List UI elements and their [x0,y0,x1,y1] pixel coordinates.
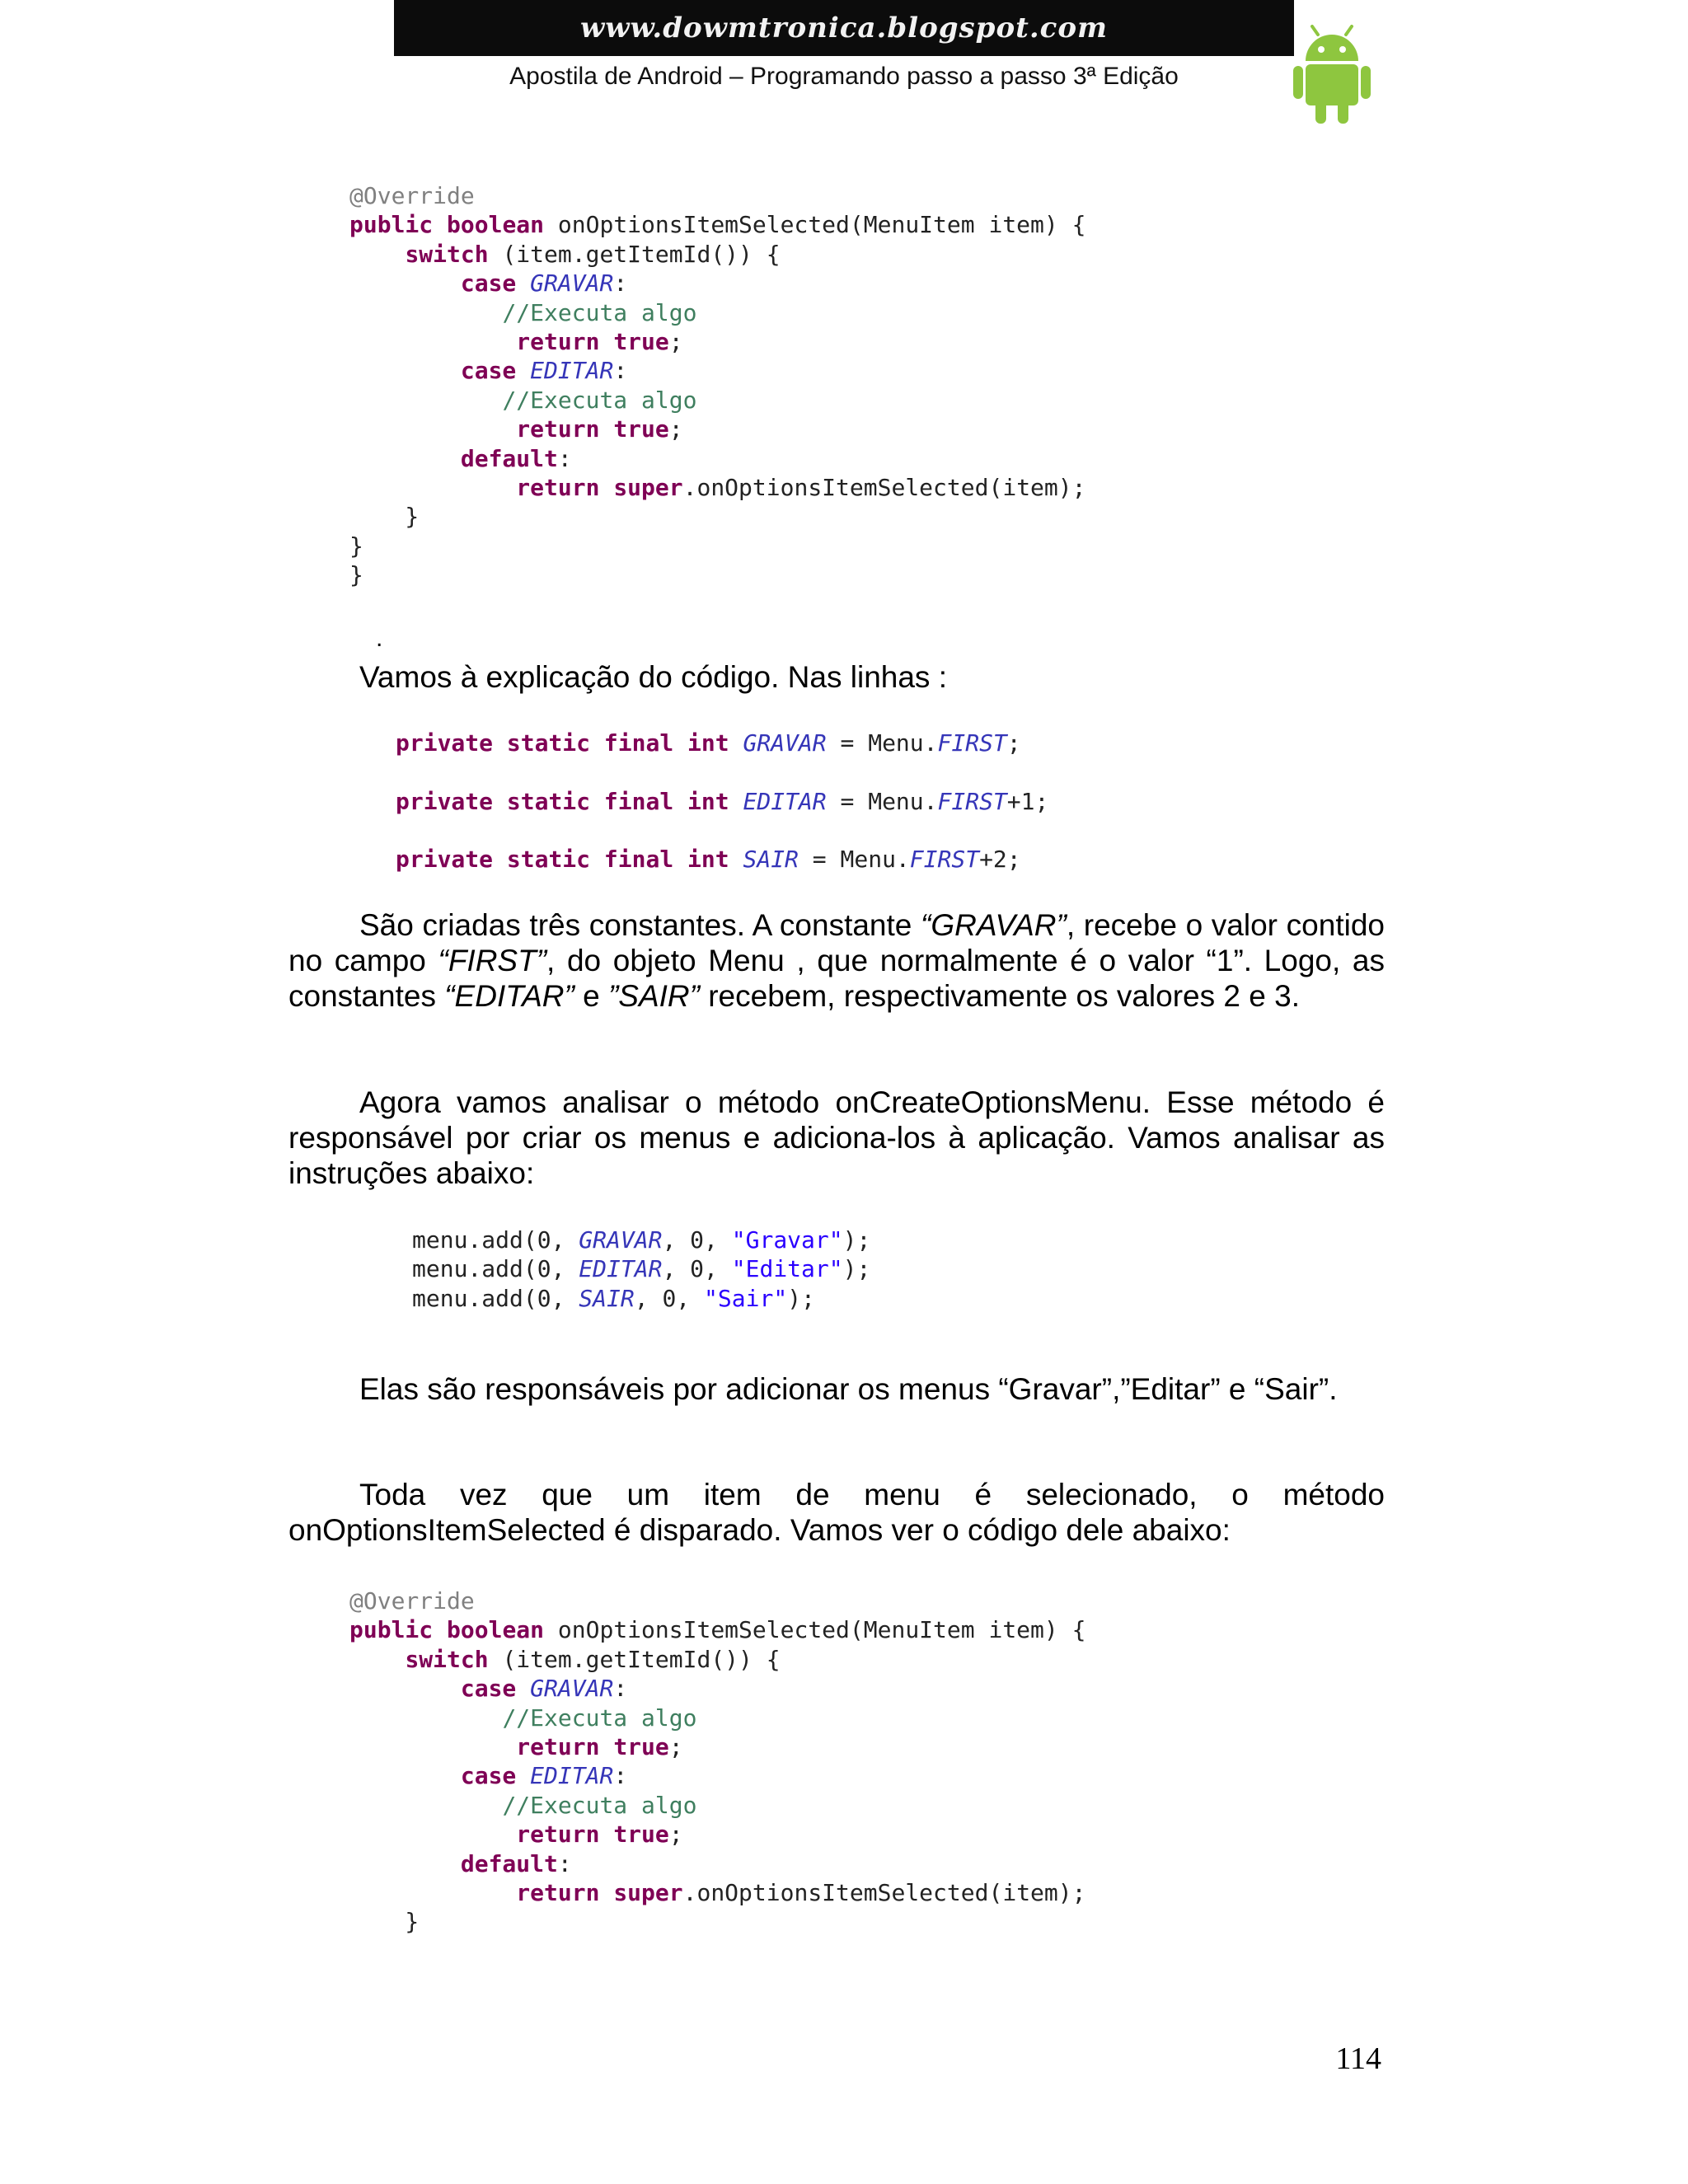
code-token: FIRST [909,846,980,873]
code-token: //Executa algo [502,386,697,414]
code-token [516,269,530,297]
code-token: GRAVAR [579,1226,663,1254]
code-line [349,502,1085,531]
code-token: EDITAR [530,1762,614,1790]
code-token: final [603,846,674,873]
code-token [599,328,613,355]
code-token [673,788,687,815]
code-token: +1; [1006,788,1049,815]
code-token [599,1733,613,1760]
code-token [516,1675,530,1702]
code-token [590,729,604,757]
code-token: GRAVAR [530,1675,614,1703]
android-robot-icon [1291,25,1373,125]
code-token: private [396,788,494,815]
code-token: return [516,1879,600,1907]
code-block-on-options-item-selected [349,181,1085,590]
code-token: //Executa algo [502,298,697,326]
paragraph-menus: Elas são responsáveis por adicionar os menus “Gravar”,”Editar” e “Sair”. [359,1372,1338,1406]
code-token: @Override [349,1587,475,1615]
code-line [349,1878,1085,1907]
code-token [599,1879,613,1906]
paragraph-constants [288,907,1385,1014]
code-token [349,269,461,297]
code-token: int [687,846,729,873]
code-token [349,415,516,443]
code-token: FIRST [937,729,1007,757]
code-token: super [613,474,683,502]
code-token: return [516,1733,600,1761]
code-token: boolean [447,211,545,239]
code-token: return [516,328,600,356]
code-line [349,560,1085,589]
code-token: , 0, [634,1284,705,1312]
code-token: EDITAR [530,357,614,385]
code-token [349,299,502,326]
code-token: //Executa algo [502,1791,697,1819]
code-line [349,1704,1085,1732]
code-token: switch [405,240,489,268]
code-token: //Executa algo [502,1704,697,1732]
code-token: true [613,1821,669,1849]
code-token [349,1762,461,1789]
code-token [729,729,743,757]
text-token: e [574,979,608,1013]
constant-sair-line [396,845,1021,874]
code-token: case [460,1675,517,1703]
text-token: Toda vez que um item de menu é selecionado, o método onOptionsItemSelected é disparado. Vamos ver o código dele abaixo: [288,1478,1385,1547]
code-token [729,788,743,815]
code-token [349,328,516,355]
code-token: : [557,1849,572,1877]
text-token: São criadas três constantes. A constante [359,908,921,942]
text-token: “FIRST” [438,944,547,977]
code-token: } [349,532,363,560]
code-line [412,1254,870,1283]
code-token: final [603,729,674,757]
code-token: .onOptionsItemSelected(item); [682,474,1086,502]
code-line [349,1615,1085,1644]
code-token [349,357,461,384]
code-token: @Override [349,182,475,209]
code-token: : [613,1675,628,1703]
code-token: = Menu. [826,729,938,757]
code-line [349,386,1085,415]
code-token: case [460,269,517,298]
code-token: GRAVAR [743,729,827,757]
code-line [349,210,1085,239]
code-line [349,356,1085,385]
code-token [349,1733,516,1760]
code-token: static [506,729,591,757]
paragraph-on-options-item-selected [288,1477,1385,1548]
code-token: GRAVAR [530,269,614,298]
code-line [412,1284,870,1313]
code-token: super [613,1879,683,1907]
page-number: 114 [1335,2041,1381,2076]
code-token [673,729,687,757]
code-token: onOptionsItemSelected(MenuItem item) { [544,1616,1086,1644]
code-line [349,1907,1085,1936]
code-token: : [613,1762,628,1790]
code-token: = Menu. [826,788,938,815]
code-token [349,1704,502,1732]
code-line [349,1674,1085,1703]
code-token: return [516,1821,600,1849]
code-token: menu.add(0, [412,1255,579,1283]
code-token [349,474,516,501]
code-token: } [349,1908,420,1936]
intro-line: Vamos à explicação do código. Nas linhas : [359,660,947,694]
code-line [349,1645,1085,1674]
code-token: private [396,729,494,757]
code-token [433,1616,447,1643]
code-token [349,1675,461,1702]
code-token [349,1792,502,1819]
code-token: "Gravar" [731,1226,843,1254]
code-line [349,1849,1085,1878]
code-token: ; [668,1821,683,1849]
code-token [516,357,530,384]
code-line [349,1761,1085,1790]
code-token: public [349,1616,434,1644]
code-token: "Editar" [731,1255,843,1283]
code-token: onOptionsItemSelected(MenuItem item) { [544,211,1086,239]
code-token: true [613,415,669,443]
code-token: default [460,1849,558,1877]
code-line [349,473,1085,502]
code-token: private [396,846,494,873]
code-menu-add [412,1226,870,1313]
code-token: static [506,846,591,873]
code-token: ; [668,328,683,356]
code-token: FIRST [937,788,1007,815]
code-token: } [349,503,420,531]
code-line [349,240,1085,269]
code-token [349,1879,516,1906]
code-token: menu.add(0, [412,1284,579,1312]
text-token: , do objeto Menu , que normalmente é o valor “1”. Logo, as constantes [288,944,1385,1013]
code-token [349,241,405,268]
code-line [349,298,1085,327]
code-block-on-options-item-selected-2 [349,1586,1085,1937]
code-token: final [603,788,674,815]
code-token: case [460,357,517,385]
constant-gravar-line [396,729,1021,757]
code-line [412,1226,870,1254]
code-token: .onOptionsItemSelected(item); [682,1879,1086,1907]
code-line [349,181,1085,210]
code-token: "Sair" [704,1284,788,1312]
text-token: Agora vamos analisar o método onCreateOptionsMenu. Esse método é responsável por criar os menus e adiciona-los à aplicação. Vamos analisar as instruções abaixo: [288,1085,1385,1190]
text-token: “EDITAR” [444,979,574,1013]
code-line [349,1791,1085,1820]
code-token: } [349,561,363,589]
code-line [349,1820,1085,1849]
code-token [493,729,507,757]
code-token: ; [668,415,683,443]
paragraph-on-create-options-menu [288,1085,1385,1191]
code-token: , 0, [662,1226,732,1254]
text-token: “GRAVAR” [921,908,1067,942]
header-subtitle: Apostila de Android – Programando passo a passo 3ª Edição [509,63,1179,90]
code-token: int [687,729,729,757]
code-token: : [613,269,628,298]
code-line [349,444,1085,473]
code-token: +2; [979,846,1021,873]
code-token [493,846,507,873]
code-token: default [460,444,558,472]
code-token [599,415,613,443]
code-token [599,474,613,501]
code-token: : [613,357,628,385]
text-token: ”SAIR” [607,979,700,1013]
code-token [349,1646,405,1673]
code-token: int [687,788,729,815]
code-token: switch [405,1645,489,1673]
code-line [349,532,1085,560]
constant-editar-line [396,787,1048,816]
code-token [349,1821,516,1848]
code-token: ); [787,1284,815,1312]
code-token: case [460,1762,517,1790]
code-token: (item.getItemId()) { [488,240,781,268]
code-line [349,415,1085,443]
code-token: EDITAR [743,788,827,815]
code-line [349,1586,1085,1615]
code-token: (item.getItemId()) { [488,1645,781,1673]
code-token [433,211,447,238]
text-token: recebem, respectivamente os valores 2 e 3. [699,979,1300,1013]
code-token: : [557,444,572,472]
code-token [729,846,743,873]
code-token: return [516,415,600,443]
code-line [349,327,1085,356]
code-token [590,846,604,873]
banner-url: www.dowmtronica.blogspot.com [579,12,1109,45]
code-token: EDITAR [579,1255,663,1283]
code-token [590,788,604,815]
code-token: true [613,1733,669,1761]
code-token [599,1821,613,1848]
code-token: ); [842,1226,871,1254]
header-banner [394,0,1294,56]
code-line [349,269,1085,298]
code-token: static [506,788,591,815]
code-token: return [516,474,600,502]
code-token [493,788,507,815]
code-token: ; [668,1733,683,1761]
code-token [349,1850,461,1877]
code-token: boolean [447,1616,545,1644]
stray-dot: . [376,625,383,652]
text-token: , recebe o valor contido no campo [288,908,1385,977]
code-token: true [613,328,669,356]
code-token: , 0, [662,1255,732,1283]
code-token [516,1762,530,1789]
code-token: SAIR [579,1284,635,1312]
code-token [673,846,687,873]
code-token: ; [1006,729,1021,757]
code-token: ); [842,1255,871,1283]
code-line [349,1732,1085,1761]
code-token [349,387,502,414]
code-token: menu.add(0, [412,1226,579,1254]
code-token: = Menu. [798,846,910,873]
code-token: SAIR [743,846,799,873]
code-token: public [349,211,434,239]
code-token [349,445,461,472]
